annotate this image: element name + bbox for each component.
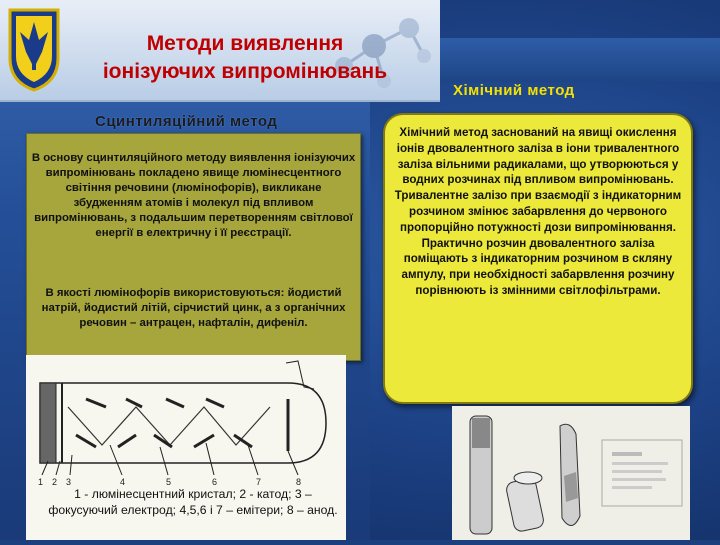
chemical-method-text: Хімічний метод заснований на явищі окислення іонів двовалентного заліза в іони тривалентного заліза вільними радикалами, що утворюються у водних розчинах під впливом випромінювань. Тривалентне залізо при взаємодії з індикаторним розчином змінює забарвлення до червоного пропорційно потужності дози випромінювання. Практично розчин двовалентного заліза поміщають з індикаторним розчином в скляну ампулу, при необхідності забарвлення розчину порівнюють із змінними світлофільтрами. bbox=[394, 126, 682, 297]
title-line-1: Методи виявлення bbox=[146, 32, 344, 55]
diagram-caption: 1 - люмінесцентний кристал; 2 - катод; 3 – фокусуючий електрод; 4,5,6 і 7 – емітери; 8 – анод. bbox=[48, 487, 338, 517]
header-stripe bbox=[440, 38, 720, 82]
diagram-label-3: 3 bbox=[66, 477, 72, 487]
emblem-icon bbox=[6, 6, 62, 92]
scintillation-paragraph-2: В якості люмінофорів використовуються: йодистий натрій, йодистий літій, сірчистий цинк, а з органічних речовин – антрацен, нафталін, дифеніл. bbox=[41, 287, 346, 329]
scintillation-text-box bbox=[26, 133, 361, 361]
ampoule-drawing bbox=[452, 406, 690, 540]
diagram-label-7: 7 bbox=[256, 477, 262, 487]
chemical-method-heading: Хімічний метод bbox=[453, 82, 575, 99]
chemical-method-box bbox=[383, 113, 693, 404]
diagram-label-8: 8 bbox=[296, 477, 302, 487]
diagram-label-4: 4 bbox=[120, 477, 126, 487]
diagram-label-6: 6 bbox=[212, 477, 218, 487]
ampoule-photo bbox=[452, 406, 690, 540]
title-line-2: іонізуючих випромінювань bbox=[102, 60, 388, 83]
diagram-label-2: 2 bbox=[52, 477, 58, 487]
scintillation-method-heading: Сцинтиляційний метод bbox=[95, 113, 278, 130]
diagram-label-5: 5 bbox=[166, 477, 172, 487]
title-banner bbox=[0, 0, 440, 102]
diagram-label-1: 1 bbox=[38, 477, 44, 487]
crystal-shape bbox=[40, 383, 56, 463]
page-title bbox=[70, 30, 420, 86]
scintillation-paragraph-1: В основу сцинтиляційного методу виявлення іонізуючих випромінювань покладено явище люмінесцентного світіння речовини (люмінофорів), викликане збудженням атомів і молекул під впливом випромінювань, з подальшим перетворенням світлової енергії в електричну і її реєстрації. bbox=[31, 152, 356, 239]
